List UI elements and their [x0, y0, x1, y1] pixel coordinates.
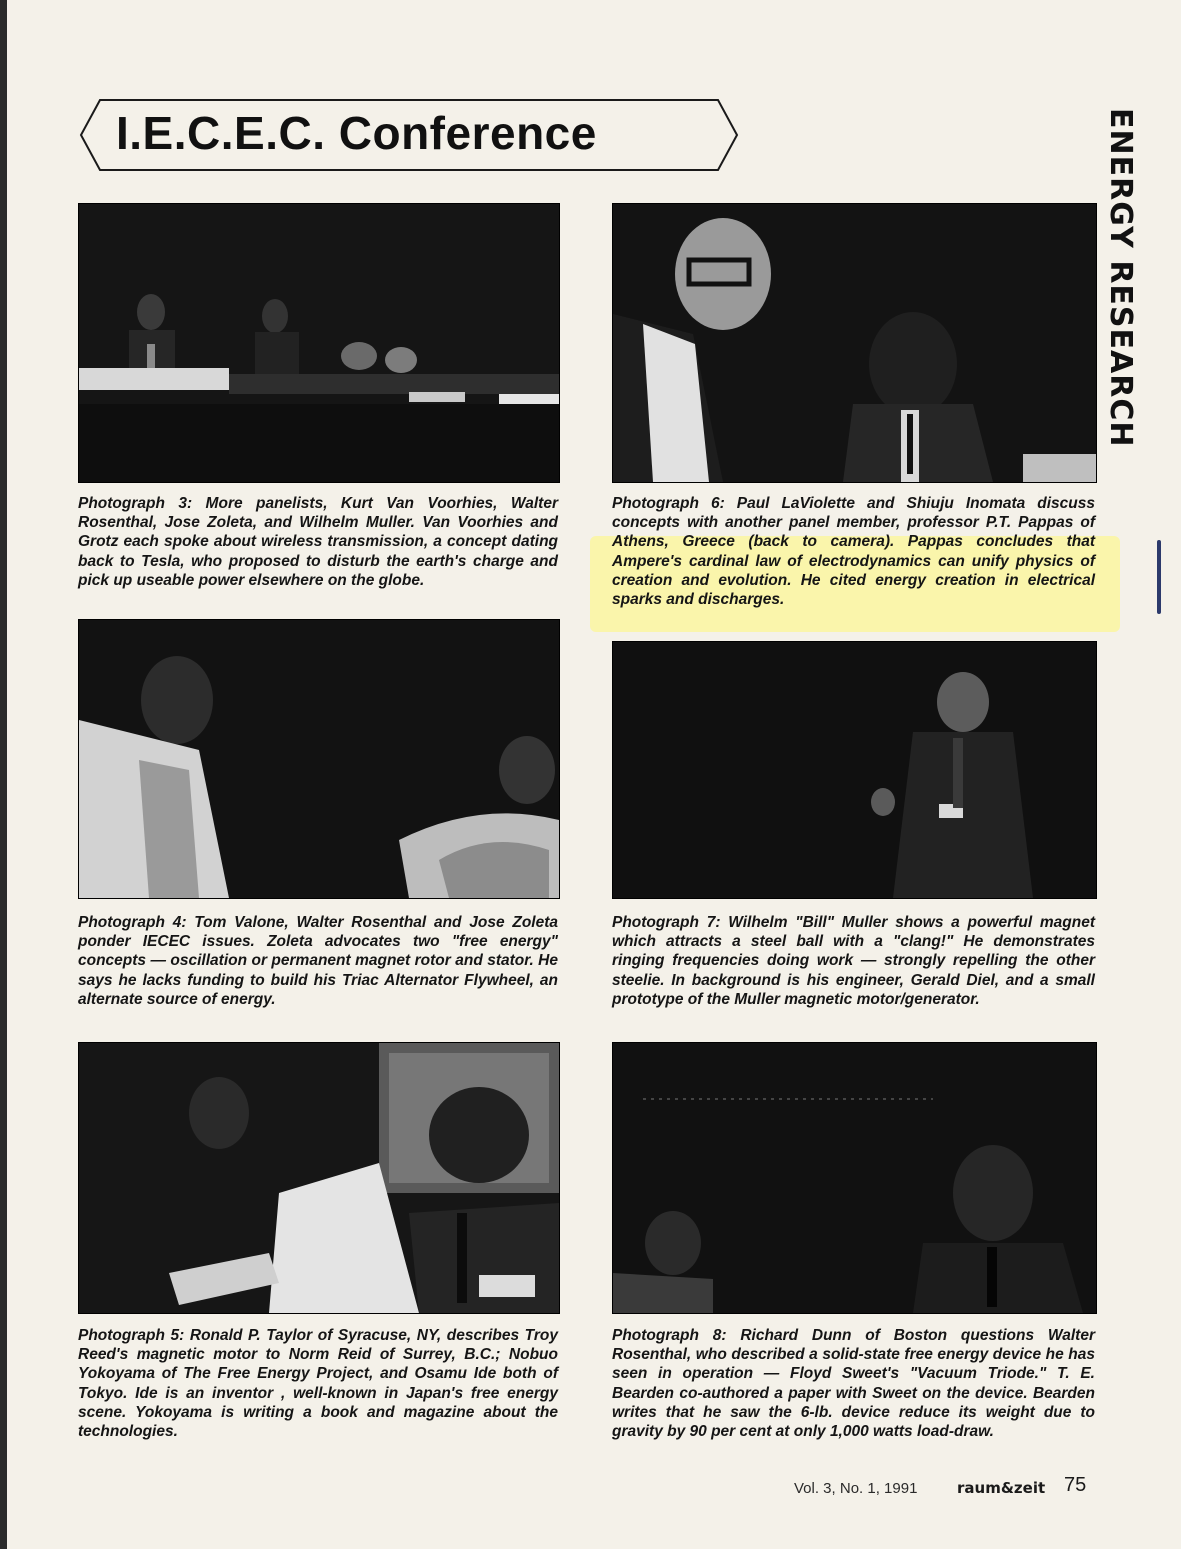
photograph-4 — [78, 619, 560, 899]
caption-photograph-6: Photograph 6: Paul LaViolette and Shiuju Inomata discuss concepts with another panel member, professor P.T. Pappas of Athens, Greece (back to camera). Pappas concludes that Ampere's cardinal law of electrodynamics can unify physics of creation and evolution. He cited energy creation in electrical sparks and discharges. — [612, 495, 1095, 609]
caption-photograph-8: Photograph 8: Richard Dunn of Boston questions Walter Rosenthal, who described a solid-state free energy device he has seen in operation — Floyd Sweet's "Vacuum Triode." T. E. Bearden co-authored a paper with Sweet on the device. Bearden writes that he saw the 6-lb. device reduce its weight due to gravity by 90 per cent at only 1,000 watts load-draw. — [612, 1327, 1095, 1441]
photograph-7 — [612, 641, 1097, 899]
photograph-3 — [78, 203, 560, 483]
caption-photograph-3: Photograph 3: More panelists, Kurt Van Voorhies, Walter Rosenthal, Jose Zoleta, and Wilhelm Muller. Van Voorhies and Grotz each spoke about wireless transmission, a concept dating back to Tesla, who proposed to disturb the earth's charge and pick up useable power elsewhere on the globe. — [78, 495, 558, 589]
footer-volume: Vol. 3, No. 1, 1991 — [794, 1480, 918, 1497]
caption-photograph-5: Photograph 5: Ronald P. Taylor of Syracuse, NY, describes Troy Reed's magnetic motor to Norm Reid of Surrey, B.C.; Nobuo Yokoyama of The Free Energy Project, and Osamu Ide both of Tokyo. Ide is an inventor , well-known in Japan's free energy scene. Yokoyama is writing a book and magazine about the technologies. — [78, 1327, 558, 1441]
caption-photograph-4: Photograph 4: Tom Valone, Walter Rosenthal and Jose Zoleta ponder IECEC issues. Zoleta advocates two "free energy" concepts — oscillation or permanent magnet rotor and stator. He says he lacks funding to build his Triac Alternator Flywheel, an alternate source of energy. — [78, 914, 558, 1008]
photograph-5 — [78, 1042, 560, 1314]
section-label: ENERGY RESEARCH — [1103, 108, 1138, 448]
margin-pen-mark — [1157, 540, 1161, 614]
caption-photograph-7: Photograph 7: Wilhelm "Bill" Muller shows a powerful magnet which attracts a steel ball with a "clang!" He demonstrates ringing frequencies doing work — strongly repelling the other steelie. In background is his engineer, Gerald Diel, and a small prototype of the Muller magnetic motor/generator. — [612, 914, 1095, 1008]
photograph-6 — [612, 203, 1097, 483]
photograph-8 — [612, 1042, 1097, 1314]
footer-magazine-name: raum&zeit — [957, 1479, 1046, 1497]
page-title: I.E.C.E.C. Conference — [116, 107, 597, 159]
scan-page-edge — [0, 0, 7, 1549]
page-number: 75 — [1064, 1474, 1087, 1496]
